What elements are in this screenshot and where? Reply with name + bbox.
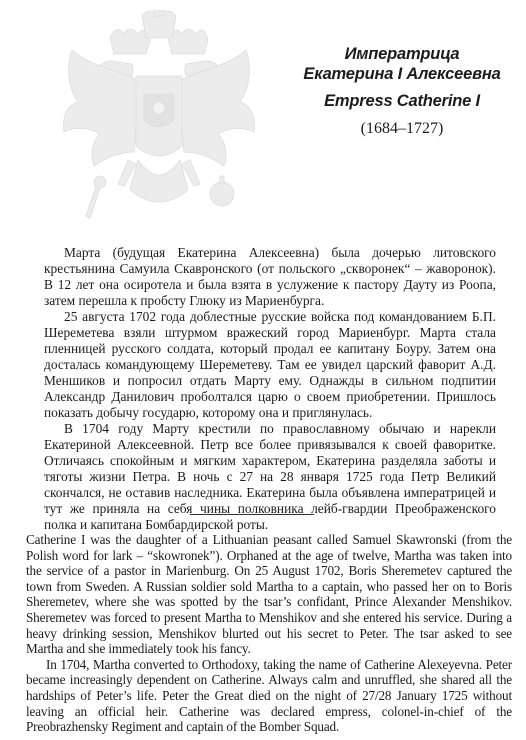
- title-english: Empress Catherine I: [324, 92, 480, 110]
- title-block: [292, 44, 512, 138]
- russian-paragraph: В 1704 году Марту крестили по православному обычаю и нарекли Екатериной Алексеевной. Петр все более привязывался к своей фаворитке. Отличаясь спокойным и мягким характером, Екатерина разделяла заботы и тяготы жизни Петра. В ночь с 27 на 28 января 1725 года Петр Великий скончался, не оставив наследника. Екатерина была объявлена императрицей и тут же приняла на себя чины полковника лейб-гвардии Преображенского полка и капитана Бомбардирской роты.: [44, 421, 496, 532]
- section-divider: [190, 514, 314, 515]
- russian-paragraph: Марта (будущая Екатерина Алексеевна) была дочерью литовского крестьянина Самуила Скавронского (от польского „скворонек“ – жаворонок). В 12 лет она осиротела и была взята в услужение к пастору Дауту из Роопа, затем перешла к пробсту Глюку из Мариенбурга.: [44, 245, 496, 308]
- title-russian-line-1: Императрица: [344, 45, 460, 63]
- english-paragraph: In 1704, Martha converted to Orthodoxy, taking the name of Catherine Alexeyevna. Peter became increasingly dependent on Catherine. Always calm and unruffled, she shared all the hardships of Peter’s life. Peter the Great died on the night of 27/28 January 1725 without leaving an official heir. Catherine was declared empress, colonel-in-chief of the Preobrazhensky Regiment and captain of the Bomber Squad.: [26, 656, 512, 735]
- english-paragraph: Catherine I was the daughter of a Lithuanian peasant called Samuel Skawronski (from the Polish word for lark – “skowronek”). Orphaned at the age of twelve, Martha was taken into the service of a pastor in Marienburg. On 25 August 1702, Boris Sheremetev captured the town from Sweden. A Russian soldier sold Martha to a captain, who passed her on to Boris Sheremetev, where she was spotted by the tsar’s confidant, Prince Alexander Menshikov. Sheremetev was forced to present Martha to Menshikov and she entered his service. During a heavy drinking session, Menshikov blurted out his secret to Peter. The tsar asked to see Martha and she immediately took his fancy.: [26, 532, 512, 657]
- life-years: (1684–1727): [360, 120, 444, 137]
- english-text: [26, 532, 512, 735]
- title-russian-line-2: Екатерина I Алексеевна: [303, 65, 501, 83]
- russian-paragraph: 25 августа 1702 года доблестные русские войска под командованием Б.П. Шереметева взяли штурмом вражеский город Мариенбург. Марта стала пленницей русского солдата, который продал ее капитану Боуру. Затем она досталась командующему Шереметеву. Там ее увидел царский фаворит А.Д. Меншиков и попросил отдать Марту ему. Однажды в сильном подпитии Александр Данилович проболтался царю о своем приобретении. Пришлось показать добычу государю, которому она и приглянулась.: [44, 309, 496, 420]
- double-headed-eagle-icon: [52, 10, 266, 222]
- russian-text: [44, 245, 496, 533]
